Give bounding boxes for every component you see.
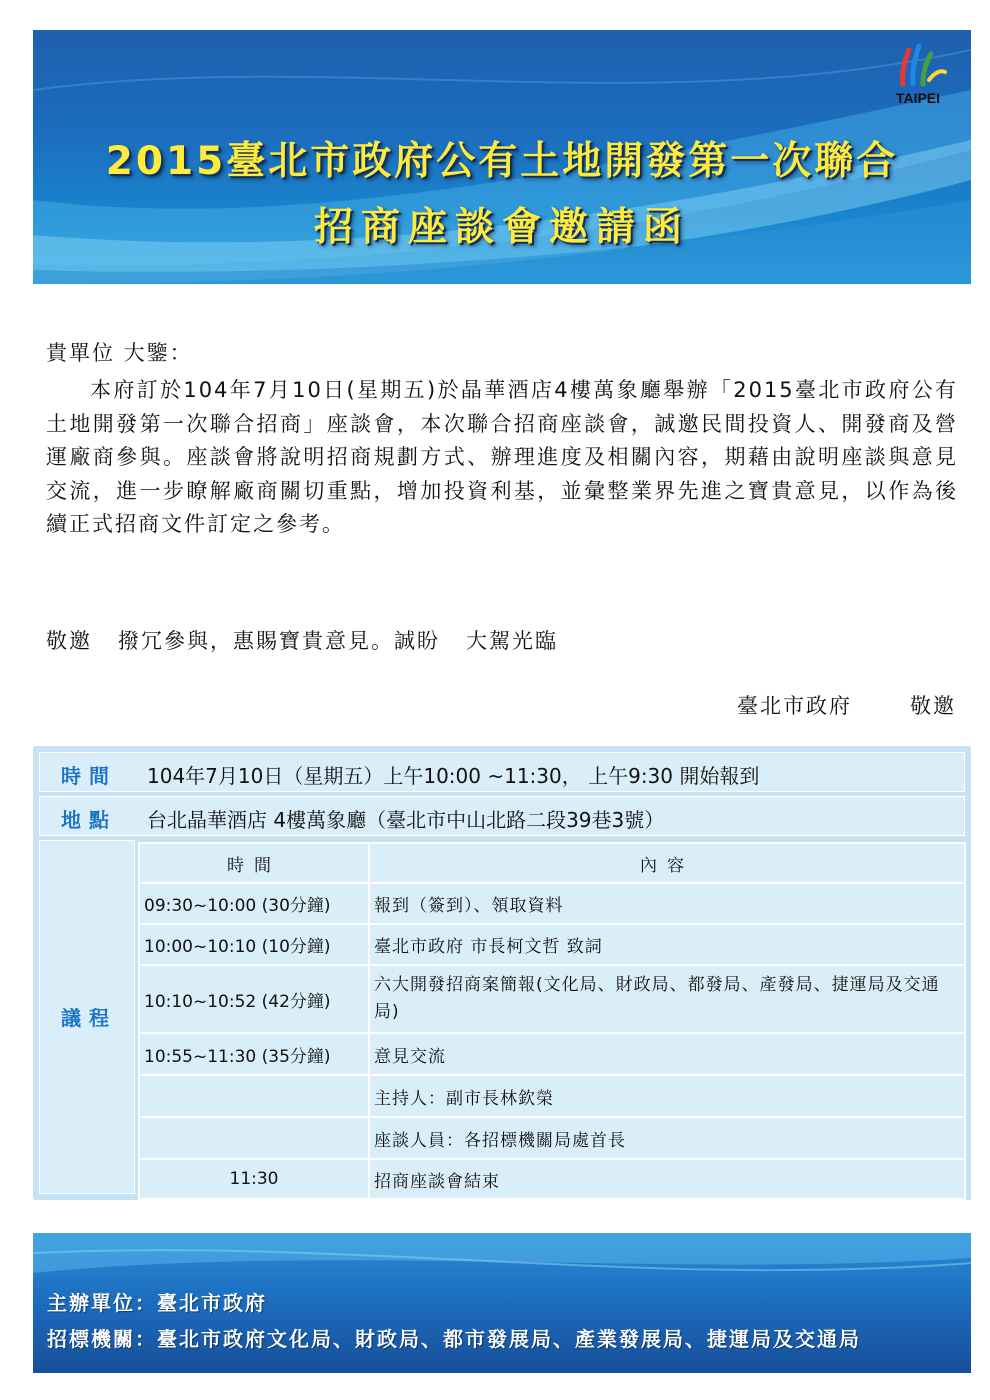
table-row bbox=[139, 883, 965, 924]
agenda-time: 10:00~10:10 (10分鐘) bbox=[139, 924, 369, 965]
closing-3: 大駕光臨 bbox=[466, 629, 558, 653]
organizer: 主辦單位：臺北市政府 bbox=[47, 1291, 267, 1315]
signature bbox=[737, 690, 956, 720]
logo-text: TAIPEI bbox=[895, 90, 941, 106]
table-row bbox=[139, 1159, 965, 1199]
closing-2: 撥冗參與，惠賜寶貴意見。誠盼 bbox=[118, 629, 440, 653]
page-title-line2: 招商座談會邀請函 bbox=[313, 205, 690, 250]
footer-banner bbox=[33, 1233, 971, 1373]
table-row bbox=[139, 1075, 965, 1117]
agenda-content: 臺北市政府 市長柯文哲 致詞 bbox=[369, 924, 965, 965]
agenda-time: 11:30 bbox=[139, 1159, 369, 1199]
table-row bbox=[139, 1033, 965, 1075]
taipei-logo bbox=[879, 42, 957, 112]
agenda-header-content: 內容 bbox=[369, 843, 965, 883]
agenda-content: 報到（簽到）、領取資料 bbox=[369, 883, 965, 924]
agenda-content: 招商座談會結束 bbox=[369, 1159, 965, 1199]
bidding-agencies: 招標機關：臺北市政府文化局、財政局、都市發展局、產業發展局、捷運局及交通局 bbox=[47, 1327, 861, 1351]
time-label: 時間 bbox=[61, 764, 117, 788]
time-value: 104年7月10日（星期五）上午10:00 ~11:30， 上午9:30 開始報到 bbox=[147, 764, 760, 788]
agenda-content: 座談人員：各招標機關局處首長 bbox=[369, 1117, 965, 1159]
agenda-time bbox=[139, 1117, 369, 1159]
agenda-time: 09:30~10:00 (30分鐘) bbox=[139, 883, 369, 924]
agenda-content: 意見交流 bbox=[369, 1033, 965, 1075]
agenda-time bbox=[139, 1075, 369, 1117]
agenda-label: 議程 bbox=[61, 1006, 117, 1030]
event-info-table bbox=[33, 746, 971, 1200]
place-label: 地點 bbox=[61, 808, 117, 832]
agenda-content: 六大開發招商案簡報(文化局、財政局、都發局、產發局、捷運局及交通局) bbox=[369, 965, 965, 1033]
signer-suffix: 敬邀 bbox=[910, 694, 956, 718]
closing-line bbox=[46, 625, 958, 655]
agenda-header-row bbox=[139, 843, 965, 883]
closing-1: 敬邀 bbox=[46, 629, 92, 653]
place-value: 台北晶華酒店 4樓萬象廳（臺北市中山北路二段39巷3號） bbox=[147, 808, 665, 832]
agenda-table bbox=[138, 842, 966, 1200]
header-banner bbox=[33, 30, 971, 284]
salutation: 貴單位 大鑒： bbox=[46, 341, 193, 365]
signer: 臺北市政府 bbox=[737, 694, 852, 718]
agenda-time: 10:10~10:52 (42分鐘) bbox=[139, 965, 369, 1033]
table-row bbox=[139, 924, 965, 965]
agenda-content: 主持人：副市長林欽榮 bbox=[369, 1075, 965, 1117]
table-row bbox=[139, 965, 965, 1033]
page-title-line1: 2015臺北市政府公有土地開發第一次聯合 bbox=[105, 139, 899, 184]
table-row bbox=[139, 1117, 965, 1159]
agenda-time: 10:55~11:30 (35分鐘) bbox=[139, 1033, 369, 1075]
letter-body: 本府訂於104年7月10日(星期五)於晶華酒店4樓萬象廳舉辦「2015臺北市政府公有土地開發第一次聯合招商」座談會，本次聯合招商座談會，誠邀民間投資人、開發商及營運廠商參與。座談會將說明招商規劃方式、辦理進度及相關內容，期藉由說明座談與意見交流，進一步瞭解廠商關切重點，增加投資利基，並彙整業界先進之寶貴意見，以作為後續正式招商文件訂定之參考。 bbox=[46, 378, 958, 536]
agenda-header-time: 時間 bbox=[139, 843, 369, 883]
